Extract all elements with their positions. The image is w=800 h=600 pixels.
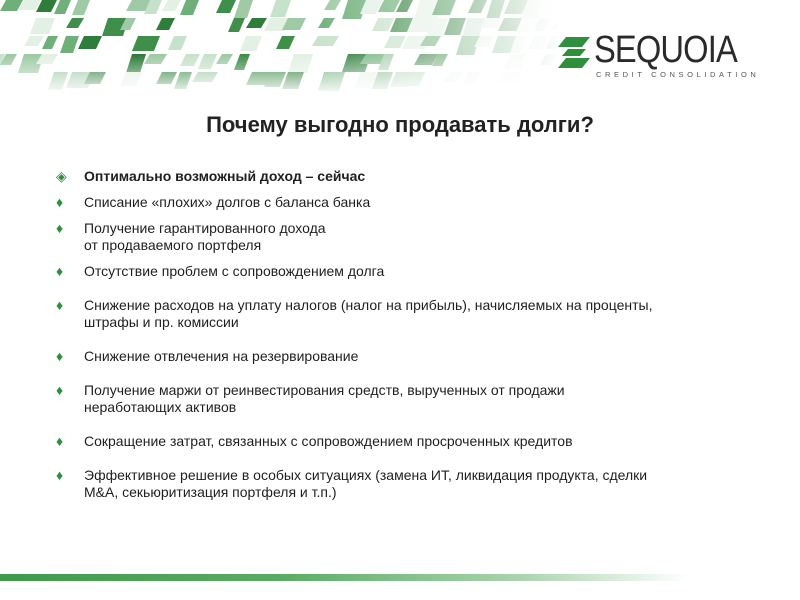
list-item	[52, 348, 752, 365]
diamond-icon: ♦	[56, 433, 64, 449]
list-item	[52, 194, 752, 211]
footer-bar	[0, 574, 690, 581]
list-item	[52, 263, 752, 280]
diamond-icon: ♦	[56, 297, 64, 313]
list-item	[52, 433, 752, 450]
header-pattern	[0, 0, 560, 92]
list-item-text: Оптимально возможный доход – сейчас	[84, 168, 366, 184]
list-item-text: Получение гарантированного дохода от продаваемого портфеля	[84, 220, 326, 253]
slide-title: Почему выгодно продавать долги?	[206, 112, 594, 137]
list-item-text: Сокращение затрат, связанных с сопровождением просроченных кредитов	[84, 433, 573, 449]
list-item	[52, 168, 752, 185]
diamond-icon: ♦	[56, 263, 64, 279]
sequoia-logo	[556, 30, 766, 80]
diamond-icon: ♦	[56, 467, 64, 483]
diamond-icon: ♦	[56, 194, 64, 210]
list-item	[52, 220, 752, 254]
sequoia-logo-icon	[556, 34, 592, 70]
list-item-text: Снижение отвлечения на резервирование	[84, 348, 359, 364]
benefits-list	[52, 168, 752, 501]
list-item-text: Отсутствие проблем с сопровождением долга	[84, 263, 385, 279]
list-item	[52, 297, 752, 331]
list-item	[52, 467, 752, 501]
logo-tagline: CREDIT CONSOLIDATION	[596, 70, 760, 79]
list-item-text: Списание «плохих» долгов с баланса банка	[84, 194, 371, 210]
logo-name: SEQUOIA	[594, 29, 737, 71]
list-item-text: Снижение расходов на уплату налогов (налог на прибыль), начисляемых на проценты, штрафы и пр. комиссии	[84, 297, 653, 330]
diamond-icon: ♦	[56, 382, 64, 398]
list-item-text: Получение маржи от реинвестирования средств, вырученных от продажи неработающих активов	[84, 382, 565, 415]
diamond-icon: ♦	[56, 348, 64, 364]
diamond-icon: ♦	[56, 220, 64, 236]
list-item	[52, 382, 752, 416]
list-item-text: Эффективное решение в особых ситуациях (замена ИТ, ликвидация продукта, сделки M&A, секьюритизация портфеля и т.п.)	[84, 467, 648, 500]
hollow-diamond-icon: ◈	[56, 168, 67, 184]
